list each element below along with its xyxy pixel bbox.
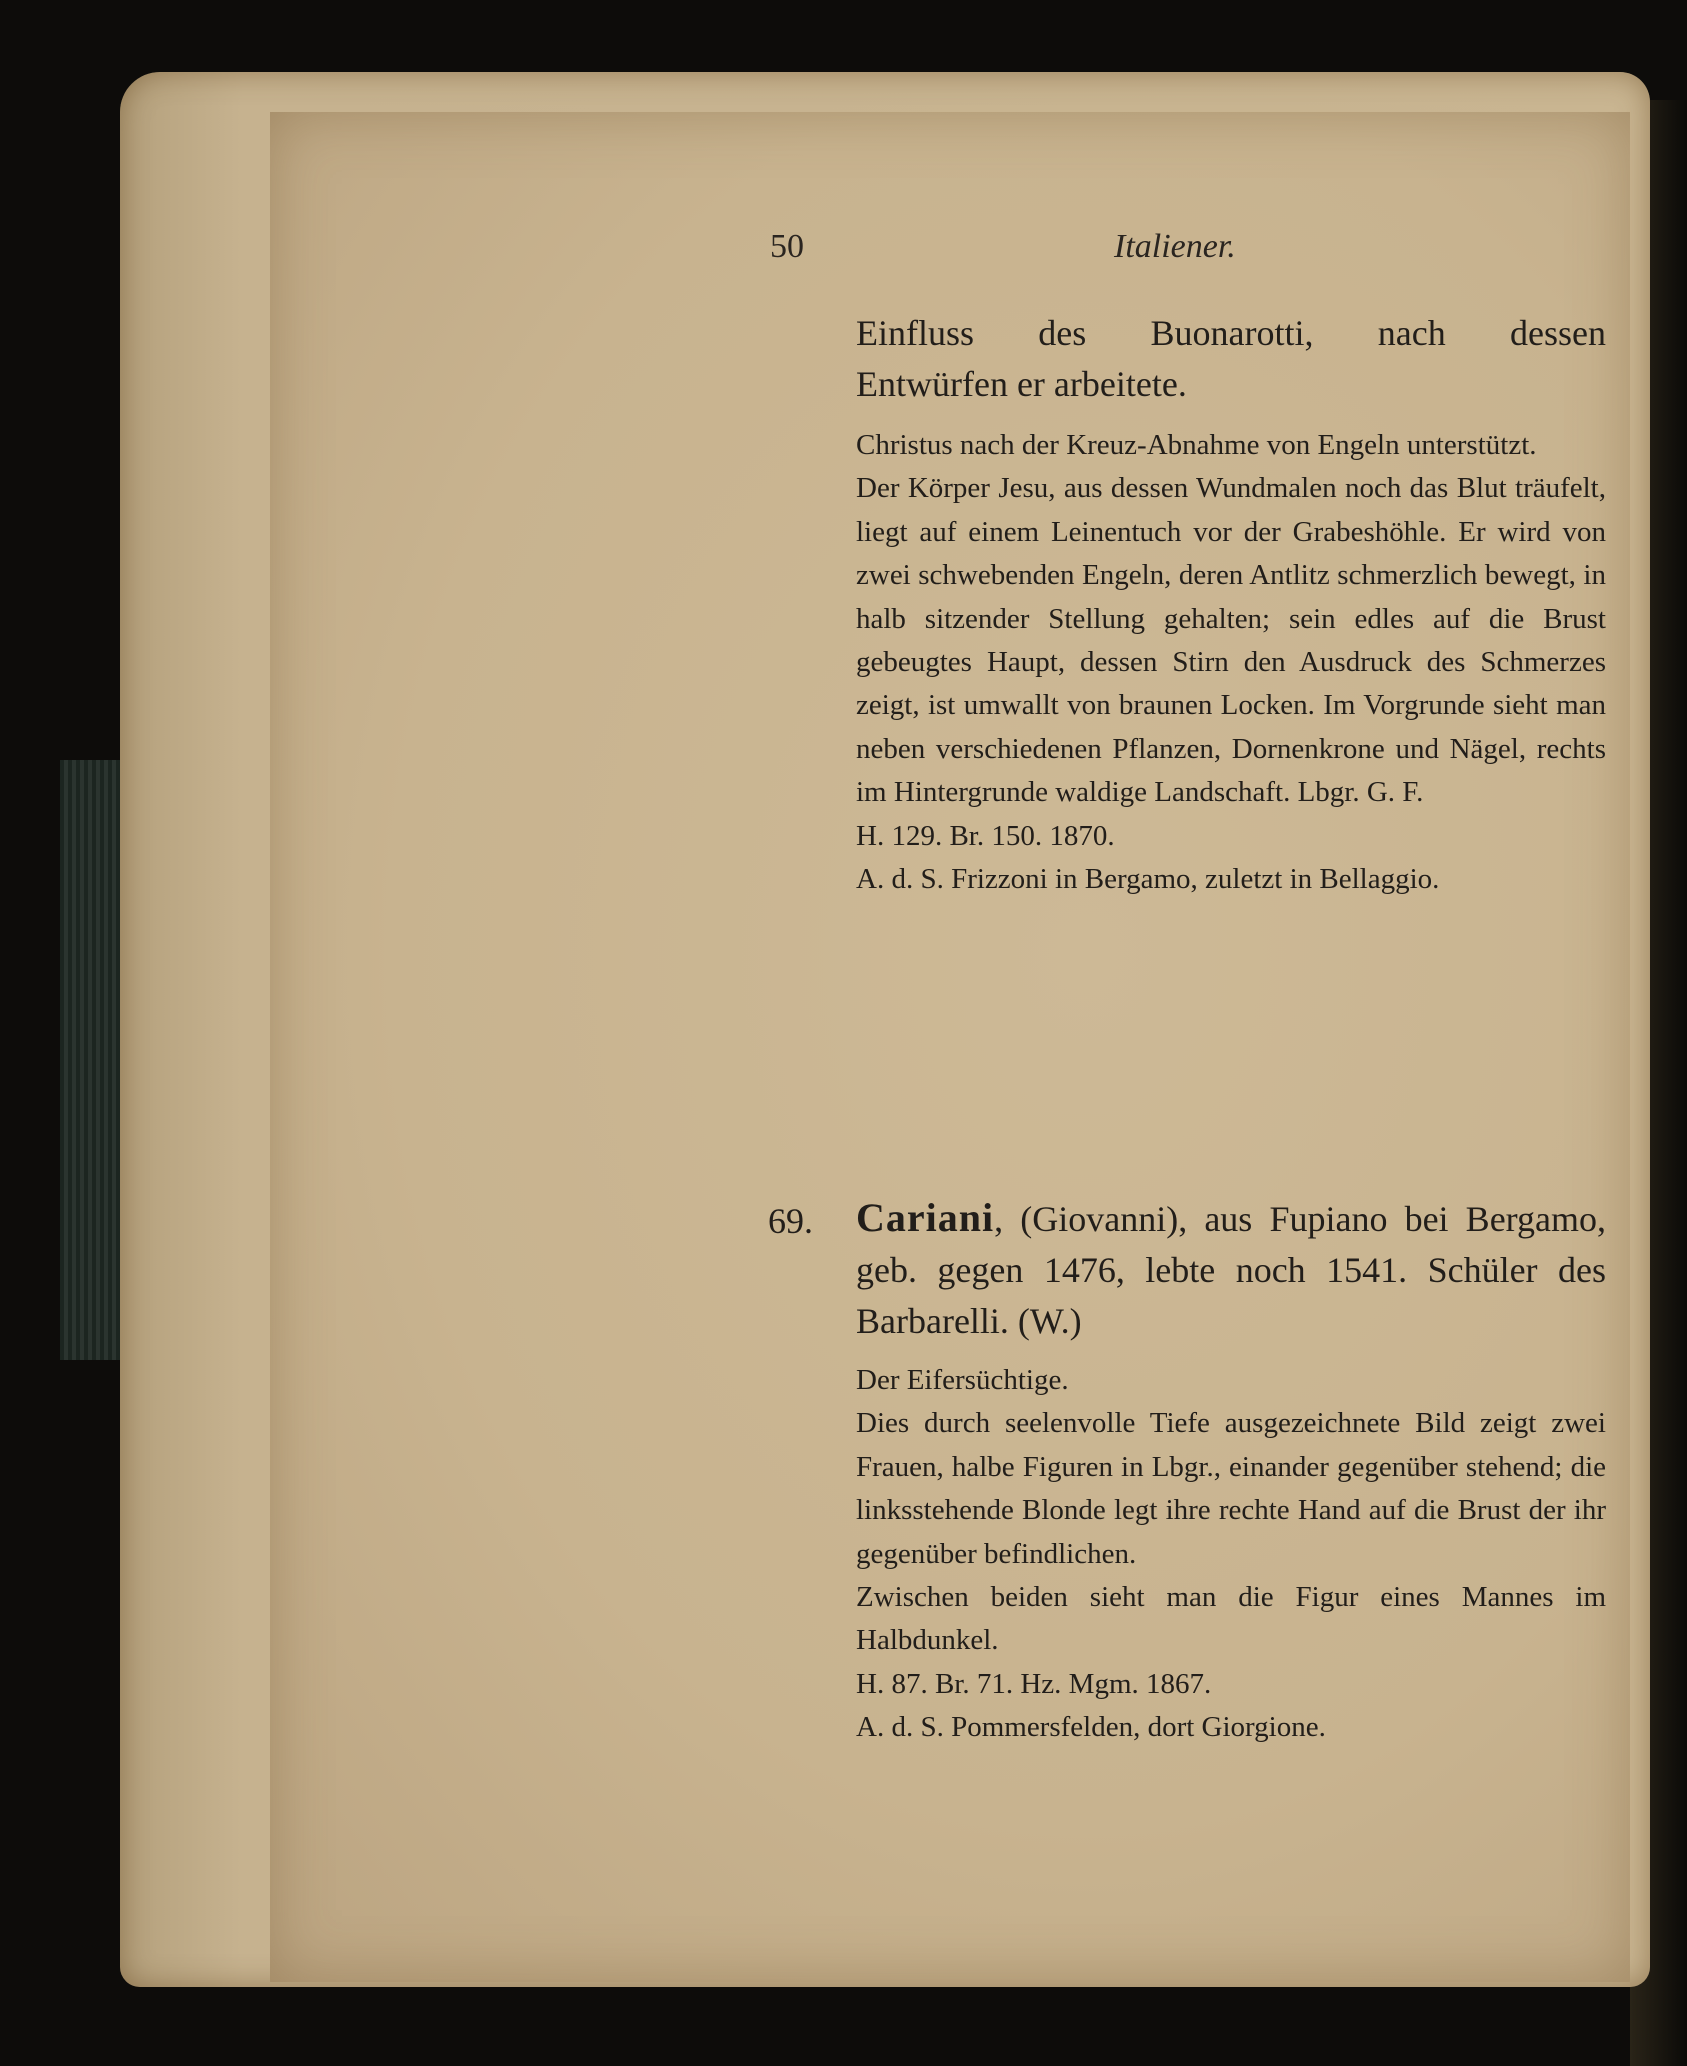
prev-entry-title: Christus nach der Kreuz-Abnahme von Engeln unterstützt. <box>856 429 1537 461</box>
page-header <box>770 228 1290 268</box>
prev-entry-description: Der Körper Jesu, aus dessen Wundmalen noch das Blut träufelt, liegt auf einem Leinentuch vor der Grabeshöhle. Er wird von zwei schwebenden Engeln, deren Antlitz schmerzlich bewegt, in halb sitzender Stellung gehalten; sein edles auf die Brust gebeugtes Haupt, dessen Stirn den Ausdruck des Schmerzes zeigt, ist umwallt von braunen Locken. Im Vorgrunde sieht man neben verschiedenen Pflanzen, Dornenkrone und Nägel, rechts im Hintergrunde waldige Landschaft. Lbgr. G. F. <box>856 472 1606 809</box>
entry-69 <box>856 1192 1606 1750</box>
prev-entry-provenance: A. d. S. Frizzoni in Bergamo, zuletzt in Bellaggio. <box>856 863 1440 896</box>
prev-entry-lead-line-2: Entwürfen er arbeitete. <box>856 364 1187 404</box>
artist-name: Cariani <box>856 1195 995 1240</box>
entry-69-description-2: Zwischen beiden sieht man die Figur eines Mannes im Halbdunkel. <box>856 1581 1606 1657</box>
prev-entry <box>856 308 1606 901</box>
entry-69-title: Der Eifersüchtige. <box>856 1364 1069 1396</box>
prev-entry-lead <box>856 308 1606 410</box>
entry-69-provenance: A. d. S. Pommersfelden, dort Giorgione. <box>856 1711 1326 1744</box>
prev-entry-lead-line-1: Einfluss des Buonarotti, nach dessen <box>856 313 1606 353</box>
artist-details: , (Giovanni), aus Fupiano bei Bergamo, geb. gegen 1476, lebte noch 1541. Schüler des Barbarelli. (W.) <box>856 1199 1606 1341</box>
prev-entry-measure: H. 129. Br. 150. 1870. <box>856 819 1115 852</box>
entry-69-lead <box>856 1192 1606 1347</box>
entry-number: 69. <box>768 1201 813 1241</box>
page-number: 50 <box>770 228 804 265</box>
running-title: Italiener. <box>1114 228 1236 265</box>
entry-69-measure: H. 87. Br. 71. Hz. Mgm. 1867. <box>856 1667 1212 1700</box>
entry-69-description: Dies durch seelenvolle Tiefe ausgezeichnete Bild zeigt zwei Frauen, halbe Figuren in Lbgr., einander gegenüber stehend; die linksstehende Blonde legt ihre rechte Hand auf die Brust der ihr gegenüber befindlichen. <box>856 1407 1606 1570</box>
